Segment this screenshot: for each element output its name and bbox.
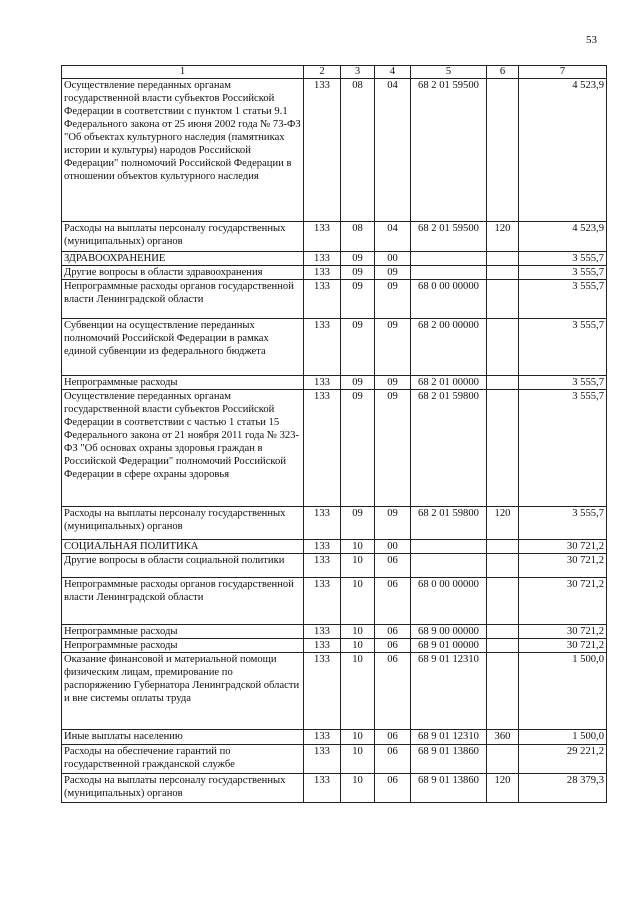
expense-type-cell xyxy=(487,266,519,280)
admin-code-cell: 133 xyxy=(304,280,341,319)
section-code-cell: 10 xyxy=(341,745,375,774)
admin-code-cell: 133 xyxy=(304,319,341,376)
expense-type-cell xyxy=(487,252,519,266)
column-header: 7 xyxy=(519,66,607,79)
amount-cell: 29 221,2 xyxy=(519,745,607,774)
admin-code-cell: 133 xyxy=(304,540,341,554)
admin-code-cell: 133 xyxy=(304,222,341,252)
subsection-code-cell: 09 xyxy=(375,319,411,376)
amount-cell: 3 555,7 xyxy=(519,252,607,266)
row-name-cell: Расходы на выплаты персоналу государственных (муниципальных) органов xyxy=(62,774,304,803)
amount-cell: 3 555,7 xyxy=(519,376,607,390)
column-header: 2 xyxy=(304,66,341,79)
target-article-cell: 68 9 01 12310 xyxy=(411,730,487,745)
subsection-code-cell: 06 xyxy=(375,554,411,578)
admin-code-cell: 133 xyxy=(304,554,341,578)
expense-type-cell xyxy=(487,319,519,376)
row-name-cell: Расходы на обеспечение гарантий по государственной гражданской службе xyxy=(62,745,304,774)
amount-cell: 28 379,3 xyxy=(519,774,607,803)
target-article-cell: 68 0 00 00000 xyxy=(411,280,487,319)
table-row xyxy=(62,653,607,730)
admin-code-cell: 133 xyxy=(304,745,341,774)
subsection-code-cell: 09 xyxy=(375,280,411,319)
amount-cell: 30 721,2 xyxy=(519,625,607,639)
section-code-cell: 09 xyxy=(341,266,375,280)
section-code-cell: 09 xyxy=(341,390,375,507)
expense-type-cell xyxy=(487,540,519,554)
subsection-code-cell: 06 xyxy=(375,745,411,774)
row-name-cell: Непрограммные расходы xyxy=(62,625,304,639)
header-row xyxy=(62,66,607,79)
target-article-cell: 68 2 01 59800 xyxy=(411,507,487,540)
column-header: 1 xyxy=(62,66,304,79)
subsection-code-cell: 04 xyxy=(375,222,411,252)
subsection-code-cell: 06 xyxy=(375,578,411,625)
amount-cell: 3 555,7 xyxy=(519,390,607,507)
table-row xyxy=(62,79,607,222)
section-code-cell: 09 xyxy=(341,507,375,540)
admin-code-cell: 133 xyxy=(304,507,341,540)
admin-code-cell: 133 xyxy=(304,578,341,625)
amount-cell: 3 555,7 xyxy=(519,266,607,280)
table-row xyxy=(62,625,607,639)
target-article-cell: 68 9 01 13860 xyxy=(411,745,487,774)
amount-cell: 4 523,9 xyxy=(519,79,607,222)
section-code-cell: 08 xyxy=(341,222,375,252)
expense-type-cell xyxy=(487,376,519,390)
subsection-code-cell: 06 xyxy=(375,625,411,639)
table-row xyxy=(62,507,607,540)
subsection-code-cell: 09 xyxy=(375,266,411,280)
row-name-cell: Осуществление переданных органам государственной власти субъектов Российской Федерации в соответствии с пунктом 1 статьи 9.1 Федерального закона от 25 июня 2002 года № 73-ФЗ "Об объектах культурного наследия (памятниках истории и культуры) народов Российской Федерации" полномочий Российской Федерации в отношении объектов культурного наследия xyxy=(62,79,304,222)
row-name-cell: Расходы на выплаты персоналу государственных (муниципальных) органов xyxy=(62,507,304,540)
expense-type-cell: 360 xyxy=(487,730,519,745)
table-row xyxy=(62,730,607,745)
row-name-cell: ЗДРАВООХРАНЕНИЕ xyxy=(62,252,304,266)
section-code-cell: 09 xyxy=(341,252,375,266)
table-row xyxy=(62,252,607,266)
expense-type-cell xyxy=(487,554,519,578)
admin-code-cell: 133 xyxy=(304,252,341,266)
table-row xyxy=(62,390,607,507)
section-code-cell: 10 xyxy=(341,730,375,745)
section-code-cell: 10 xyxy=(341,653,375,730)
admin-code-cell: 133 xyxy=(304,79,341,222)
budget-table xyxy=(61,65,607,803)
section-code-cell: 09 xyxy=(341,319,375,376)
column-header: 5 xyxy=(411,66,487,79)
target-article-cell: 68 2 00 00000 xyxy=(411,319,487,376)
row-name-cell: Непрограммные расходы органов государственной власти Ленинградской области xyxy=(62,280,304,319)
section-code-cell: 10 xyxy=(341,625,375,639)
expense-type-cell xyxy=(487,280,519,319)
admin-code-cell: 133 xyxy=(304,730,341,745)
target-article-cell xyxy=(411,252,487,266)
table-row xyxy=(62,376,607,390)
admin-code-cell: 133 xyxy=(304,266,341,280)
table-row xyxy=(62,774,607,803)
expense-type-cell: 120 xyxy=(487,222,519,252)
expense-type-cell xyxy=(487,639,519,653)
section-code-cell: 10 xyxy=(341,774,375,803)
row-name-cell: СОЦИАЛЬНАЯ ПОЛИТИКА xyxy=(62,540,304,554)
target-article-cell: 68 9 01 12310 xyxy=(411,653,487,730)
target-article-cell: 68 0 00 00000 xyxy=(411,578,487,625)
row-name-cell: Иные выплаты населению xyxy=(62,730,304,745)
subsection-code-cell: 06 xyxy=(375,730,411,745)
expense-type-cell: 120 xyxy=(487,774,519,803)
admin-code-cell: 133 xyxy=(304,376,341,390)
column-header: 4 xyxy=(375,66,411,79)
table-row xyxy=(62,319,607,376)
target-article-cell: 68 9 01 13860 xyxy=(411,774,487,803)
expense-type-cell: 120 xyxy=(487,507,519,540)
admin-code-cell: 133 xyxy=(304,653,341,730)
table-row xyxy=(62,266,607,280)
amount-cell: 30 721,2 xyxy=(519,554,607,578)
row-name-cell: Расходы на выплаты персоналу государственных (муниципальных) органов xyxy=(62,222,304,252)
row-name-cell: Другие вопросы в области здравоохранения xyxy=(62,266,304,280)
subsection-code-cell: 09 xyxy=(375,390,411,507)
section-code-cell: 10 xyxy=(341,540,375,554)
row-name-cell: Непрограммные расходы xyxy=(62,376,304,390)
amount-cell: 30 721,2 xyxy=(519,639,607,653)
row-name-cell: Оказание финансовой и материальной помощи физическим лицам, премирование по распоряжению Губернатора Ленинградской области и вне системы оплаты труда xyxy=(62,653,304,730)
subsection-code-cell: 04 xyxy=(375,79,411,222)
section-code-cell: 09 xyxy=(341,280,375,319)
column-header: 3 xyxy=(341,66,375,79)
admin-code-cell: 133 xyxy=(304,625,341,639)
expense-type-cell xyxy=(487,625,519,639)
admin-code-cell: 133 xyxy=(304,774,341,803)
amount-cell: 1 500,0 xyxy=(519,653,607,730)
table-row xyxy=(62,578,607,625)
subsection-code-cell: 06 xyxy=(375,653,411,730)
row-name-cell: Непрограммные расходы xyxy=(62,639,304,653)
subsection-code-cell: 06 xyxy=(375,774,411,803)
target-article-cell xyxy=(411,540,487,554)
section-code-cell: 08 xyxy=(341,79,375,222)
amount-cell: 1 500,0 xyxy=(519,730,607,745)
subsection-code-cell: 00 xyxy=(375,540,411,554)
expense-type-cell xyxy=(487,745,519,774)
amount-cell: 3 555,7 xyxy=(519,319,607,376)
table-row xyxy=(62,554,607,578)
amount-cell: 3 555,7 xyxy=(519,280,607,319)
target-article-cell xyxy=(411,266,487,280)
expense-type-cell xyxy=(487,653,519,730)
subsection-code-cell: 06 xyxy=(375,639,411,653)
section-code-cell: 09 xyxy=(341,376,375,390)
row-name-cell: Непрограммные расходы органов государственной власти Ленинградской области xyxy=(62,578,304,625)
target-article-cell: 68 9 00 00000 xyxy=(411,625,487,639)
expense-type-cell xyxy=(487,390,519,507)
table-row xyxy=(62,540,607,554)
amount-cell: 3 555,7 xyxy=(519,507,607,540)
target-article-cell: 68 2 01 59800 xyxy=(411,390,487,507)
target-article-cell: 68 2 01 59500 xyxy=(411,222,487,252)
table-row xyxy=(62,280,607,319)
column-header: 6 xyxy=(487,66,519,79)
page-number: 53 xyxy=(586,34,597,46)
row-name-cell: Осуществление переданных органам государственной власти субъектов Российской Федерации в соответствии с частью 1 статьи 15 Федерального закона от 21 ноября 2011 года № 323-ФЗ "Об основах охраны здоровья граждан в Российской Федерации" полномочий Российской Федерации в сфере охраны здоровья xyxy=(62,390,304,507)
table-row xyxy=(62,745,607,774)
subsection-code-cell: 00 xyxy=(375,252,411,266)
row-name-cell: Субвенции на осуществление переданных полномочий Российской Федерации в рамках единой субвенции из федерального бюджета xyxy=(62,319,304,376)
target-article-cell xyxy=(411,554,487,578)
subsection-code-cell: 09 xyxy=(375,507,411,540)
target-article-cell: 68 2 01 00000 xyxy=(411,376,487,390)
section-code-cell: 10 xyxy=(341,554,375,578)
row-name-cell: Другие вопросы в области социальной политики xyxy=(62,554,304,578)
section-code-cell: 10 xyxy=(341,578,375,625)
table-row xyxy=(62,639,607,653)
subsection-code-cell: 09 xyxy=(375,376,411,390)
amount-cell: 30 721,2 xyxy=(519,540,607,554)
target-article-cell: 68 2 01 59500 xyxy=(411,79,487,222)
admin-code-cell: 133 xyxy=(304,639,341,653)
target-article-cell: 68 9 01 00000 xyxy=(411,639,487,653)
amount-cell: 30 721,2 xyxy=(519,578,607,625)
section-code-cell: 10 xyxy=(341,639,375,653)
amount-cell: 4 523,9 xyxy=(519,222,607,252)
table-row xyxy=(62,222,607,252)
admin-code-cell: 133 xyxy=(304,390,341,507)
expense-type-cell xyxy=(487,578,519,625)
expense-type-cell xyxy=(487,79,519,222)
